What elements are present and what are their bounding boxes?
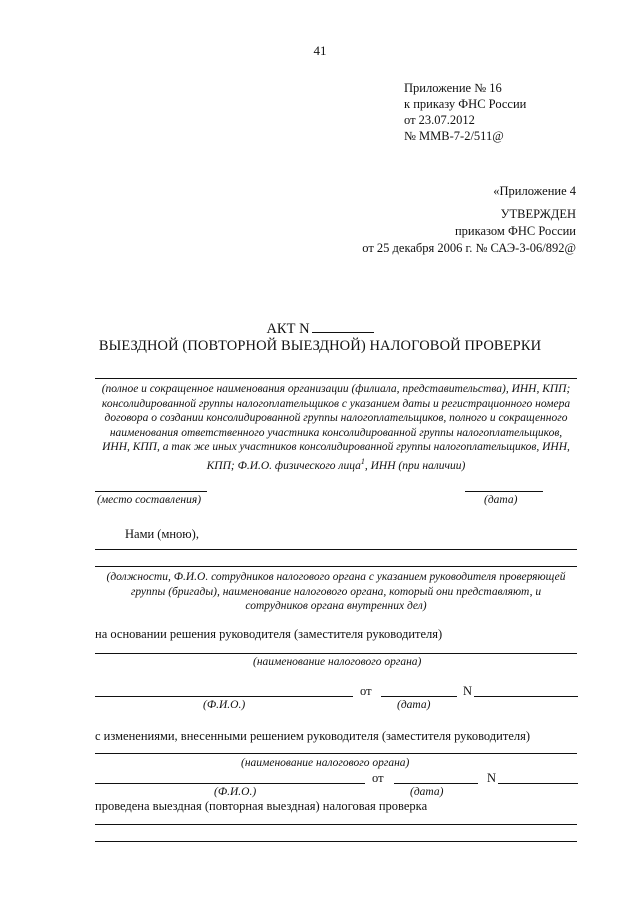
footnote-marker: 1: [360, 456, 365, 466]
decision-date-line[interactable]: [381, 696, 457, 697]
org-caption-line: консолидированной группы налогоплательщиков с указанием даты и регистрационного номера: [101, 397, 571, 410]
staff-caption-line: (должности, Ф.И.О. сотрудников налогового органа с указанием руководителя проверяющей: [106, 571, 566, 583]
conducted-text: проведена выездная (повторная выездная) налоговая проверка: [95, 799, 428, 813]
act-title-main: ВЫЕЗДНОЙ (ПОВТОРНОЙ ВЫЕЗДНОЙ) НАЛОГОВОЙ ПРОВЕРКИ: [98, 338, 542, 354]
changes-fio-caption: (Ф.И.О.): [214, 786, 257, 798]
staff-caption: [80, 570, 592, 614]
page-number: 41: [313, 43, 327, 58]
conducted-line[interactable]: [95, 841, 577, 842]
changes-date-caption: (дата): [410, 786, 444, 798]
org-caption-line: наименования ответственного участника консолидированной группы налогоплательщиков,: [109, 426, 563, 439]
appendix-16-block: [404, 80, 526, 144]
place-line[interactable]: [95, 491, 207, 492]
act-title-prefix: АКТ N: [266, 321, 310, 337]
changes-date-line[interactable]: [394, 783, 478, 784]
decision-number-line[interactable]: [474, 696, 578, 697]
tax-authority-line[interactable]: [95, 653, 577, 654]
decision-date-caption: (дата): [397, 699, 431, 711]
basis-text: на основании решения руководителя (заместителя руководителя): [95, 627, 443, 641]
approved-block: [216, 206, 576, 257]
tax-authority-caption: (наименование налогового органа): [253, 656, 422, 668]
changes-from-label: от: [372, 771, 384, 785]
by-us-label: Нами (мною),: [125, 527, 199, 541]
from-label: от: [360, 684, 372, 698]
conducted-line[interactable]: [95, 824, 577, 825]
approved-line: от 25 декабря 2006 г. № САЭ-3-06/892@: [362, 241, 576, 255]
staff-line[interactable]: [95, 566, 577, 567]
org-caption: [80, 382, 592, 473]
org-caption-line: договора о создании консолидированной группы налогоплательщиков, полного и сокращенного: [104, 412, 568, 424]
changes-tax-authority-line[interactable]: [95, 753, 577, 754]
staff-line[interactable]: [95, 549, 577, 550]
org-caption-line: (полное и сокращенное наименования организации (филиала, представительства), ИНН, КПП;: [101, 383, 571, 395]
appendix-16-line: № ММВ-7-2/511@: [404, 129, 504, 143]
fio-line[interactable]: [95, 696, 353, 697]
place-caption: (место составления): [97, 494, 202, 506]
number-label: N: [463, 684, 473, 698]
changes-tax-authority-caption: (наименование налогового органа): [241, 757, 410, 769]
changes-text: с изменениями, внесенными решением руководителя (заместителя руководителя): [95, 729, 531, 743]
staff-caption-line: сотрудников органа внутренних дел): [245, 600, 427, 612]
act-title-number: [0, 320, 640, 338]
staff-caption-line: группы (бригады), наименование налогового органа, который они представляют, и: [130, 585, 542, 598]
org-caption-text: , ИНН (при наличии): [364, 459, 466, 472]
changes-number-label: N: [487, 771, 497, 785]
date-caption: (дата): [484, 494, 518, 506]
changes-fio-line[interactable]: [95, 783, 365, 784]
act-number-blank[interactable]: [312, 320, 374, 333]
appendix-16-line: Приложение № 16: [404, 81, 502, 95]
date-line[interactable]: [465, 491, 543, 492]
appendix-16-line: к приказу ФНС России: [404, 97, 527, 111]
appendix-4-label: «Приложение 4: [493, 184, 576, 198]
appendix-16-line: от 23.07.2012: [404, 113, 475, 127]
approved-title: УТВЕРЖДЕН: [500, 207, 576, 221]
org-caption-line: [80, 455, 592, 473]
org-name-line[interactable]: [95, 378, 577, 379]
approved-line: приказом ФНС России: [454, 224, 576, 238]
changes-number-line[interactable]: [498, 783, 578, 784]
fio-caption: (Ф.И.О.): [203, 699, 246, 711]
org-caption-text: КПП; Ф.И.О. физического лица: [206, 459, 361, 472]
org-caption-line: ИНН, КПП, а так же иных участников консолидированной группы налогоплательщиков, ИНН,: [102, 441, 570, 453]
